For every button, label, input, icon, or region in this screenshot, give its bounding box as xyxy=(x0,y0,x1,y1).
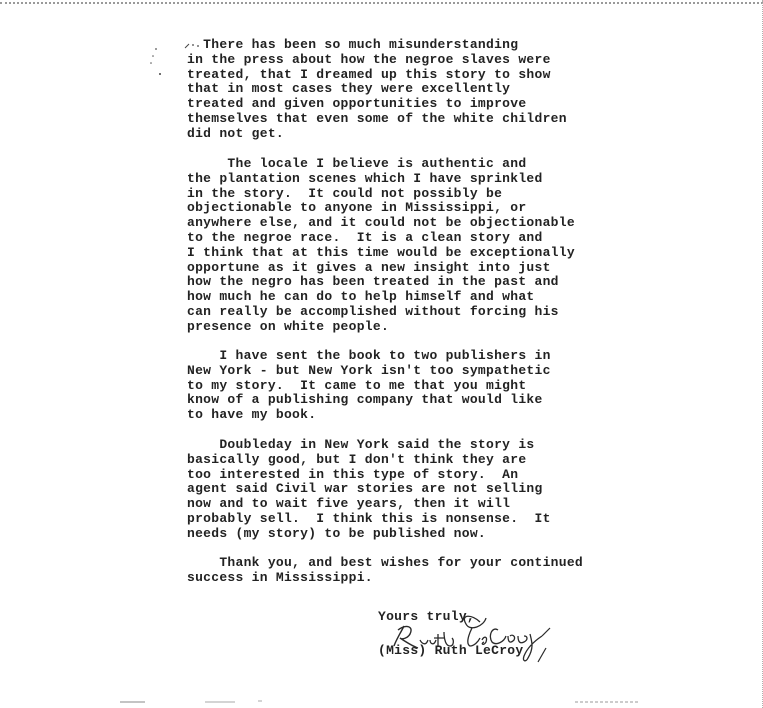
paragraph-3 xyxy=(187,349,551,423)
text-line: needs (my story) to be published now. xyxy=(187,525,487,541)
text-line: to the negroe race. It is a clean story and xyxy=(187,229,543,245)
paragraph-4 xyxy=(187,438,551,542)
text-line: Thank you, and best wishes for your continued xyxy=(187,555,583,570)
text-line: in the story. It could not possibly be xyxy=(187,185,503,201)
text-line: I have sent the book to two publishers in xyxy=(187,348,551,363)
text-line: how the negro has been treated in the past and xyxy=(187,274,559,290)
text-line: themselves that even some of the white children xyxy=(187,110,567,126)
text-line: probably sell. I think this is nonsense. It xyxy=(187,510,551,526)
text-line: in the press about how the negroe slaves were xyxy=(187,51,551,67)
closing-line: Yours truly, xyxy=(378,609,475,624)
text-line: know of a publishing company that would like xyxy=(187,392,543,408)
text-line: to my story. It came to me that you might xyxy=(187,377,527,393)
handwritten-signature xyxy=(380,606,560,666)
text-line: opportune as it gives a new insight into just xyxy=(187,259,551,275)
text-line: presence on white people. xyxy=(187,318,390,334)
text-line: objectionable to anyone in Mississippi, or xyxy=(187,200,527,216)
text-line: the plantation scenes which I have sprinkled xyxy=(187,170,543,186)
top-edge-dots xyxy=(0,2,763,4)
text-line: There has been so much misunderstanding xyxy=(187,37,519,52)
text-line: New York - but New York isn't too sympathetic xyxy=(187,362,551,378)
text-line: treated and given opportunities to improve xyxy=(187,96,527,112)
text-line: too interested in this type of story. An xyxy=(187,466,519,482)
margin-marks xyxy=(148,46,162,76)
text-line: The locale I believe is authentic and xyxy=(187,156,527,171)
paragraph-5 xyxy=(187,556,583,586)
text-line: success in Mississippi. xyxy=(187,569,373,585)
text-line: did not get. xyxy=(187,125,284,141)
text-line: I think that at this time would be exceptionally xyxy=(187,244,575,260)
signature-name: (Miss) Ruth LeCroy xyxy=(378,643,524,658)
text-line: to have my book. xyxy=(187,407,317,423)
text-line: that in most cases they were excellently xyxy=(187,81,511,97)
text-line: agent said Civil war stories are not selling xyxy=(187,481,543,497)
text-line: treated, that I dreamed up this story to show xyxy=(187,66,551,82)
text-line: Doubleday in New York said the story is xyxy=(187,437,535,452)
paragraph-2 xyxy=(187,157,575,335)
bottom-edge-marks xyxy=(0,696,763,708)
text-line: anywhere else, and it could not be objectionable xyxy=(187,215,575,231)
text-line: how much he can do to help himself and what xyxy=(187,289,535,305)
text-line: now and to wait five years, then it will xyxy=(187,496,511,512)
paragraph-1 xyxy=(187,38,567,142)
text-line: can really be accomplished without forcing his xyxy=(187,303,559,319)
text-line: basically good, but I don't think they are xyxy=(187,451,527,467)
